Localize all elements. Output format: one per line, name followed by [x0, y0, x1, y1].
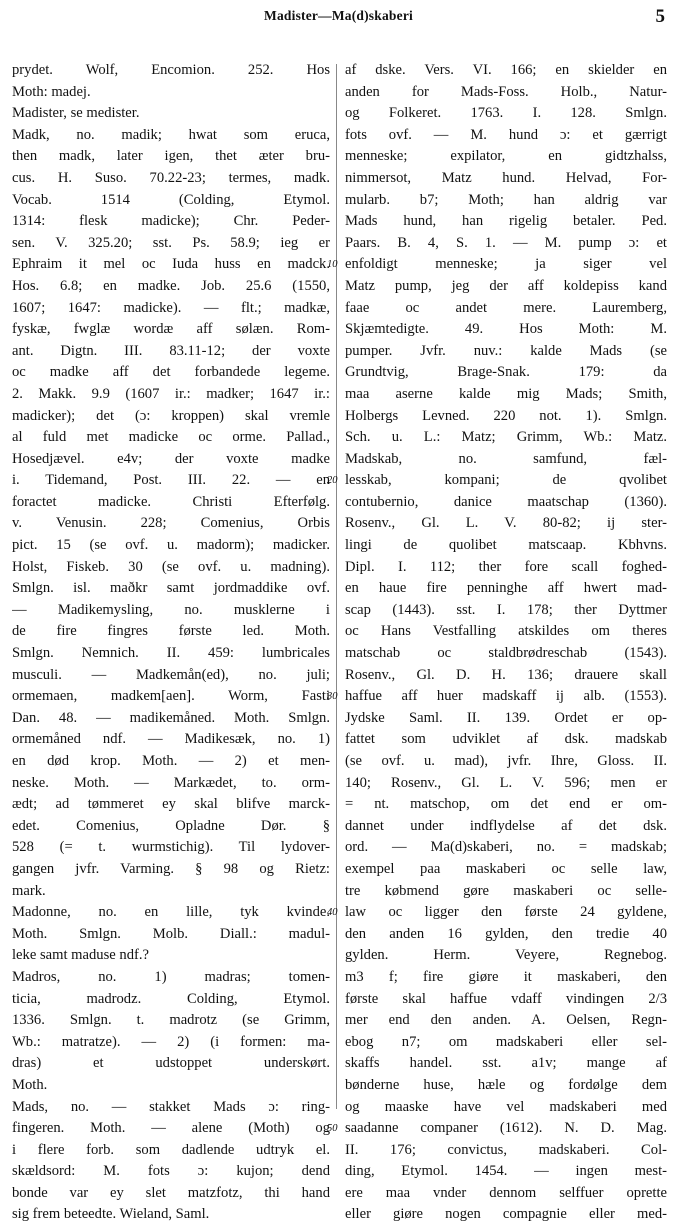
right-column-line: Skjæmtedigte. 49. Hos Moth: M.	[345, 321, 667, 338]
left-column-line: ormemåned ndf. — Madikesæk, no. 1)	[12, 731, 330, 748]
left-column-line: Wb.: matratze). — 2) (i formen: ma-	[12, 1033, 330, 1050]
right-column-line: Jydske Saml. II. 139. Ordet er op-	[345, 709, 667, 726]
right-column-line: scap (1443). sst. I. 178; ther Dyttmer	[345, 601, 667, 618]
right-column-line: saadanne companer (1612). N. D. Mag.	[345, 1120, 667, 1137]
right-column-line: maa aserne kalde mig Mads; Smith,	[345, 385, 667, 402]
right-column-line: en haue fire penninghe aff hwert mad-	[345, 580, 667, 597]
left-column-line: Madister, se medister.	[12, 105, 140, 122]
line-number: 20	[327, 475, 338, 487]
left-column-line: madicker); det (ɔ: kroppen) skal vremle	[12, 407, 330, 424]
right-column-line: bønderne huse, hæle og fordølge dem	[345, 1076, 667, 1093]
right-column-line: haffue aff huer madskaff ij alb. (1553).	[345, 688, 667, 705]
left-column-line: v. Venusin. 228; Comenius, Orbis	[12, 515, 330, 532]
left-column-line: Hos. 6.8; en madke. Job. 25.6 (1550,	[12, 277, 330, 294]
right-column-line: ere maa vnder dennom selffuer oprette	[345, 1184, 667, 1201]
right-column-line: Holbergs Levned. 220 not. 1). Smlgn.	[345, 407, 667, 424]
left-column-line: ormemaen, madkem[aen]. Worm, Fasti	[12, 688, 330, 705]
left-column-line: fingeren. Moth. — alene (Moth) og	[12, 1120, 330, 1137]
left-column-line: then madk, later igen, thet æter bru-	[12, 148, 330, 165]
left-column-line: 1314: flesk madicke); Chr. Peder-	[12, 213, 330, 230]
right-column-line: Rosenv., Gl. L. V. 80-82; ij ster-	[345, 515, 667, 532]
right-column-line: oc Hans Vestfalling atskildes om theres	[345, 623, 667, 640]
right-column-line: anden for Mads-Foss. Holb., Natur-	[345, 83, 667, 100]
left-column-line: Smlgn. isl. maðkr samt jordmaddike ovf.	[12, 580, 330, 597]
right-column-line: tre købmend gøre maskaberi oc selle-	[345, 882, 667, 899]
right-column-line: fots ovf. — M. hund ɔ: et gærrigt	[345, 126, 667, 143]
left-column-line: Moth.	[12, 1076, 48, 1093]
left-column-line: 528 (= t. wurmstichig). Til lydover-	[12, 839, 330, 856]
left-column-line: dras) et udstoppet underskørt.	[12, 1055, 330, 1072]
left-column-line: de fire fingres første led. Moth.	[12, 623, 330, 640]
left-column	[12, 60, 330, 1226]
right-column-line: dannet under indflydelse af det dsk.	[345, 817, 667, 834]
right-column-line: (se ovf. u. mad), jvfr. Ihre, Gloss. II.	[345, 753, 667, 769]
right-column-line: enfoldigt menneske; ja siger vel	[345, 256, 667, 273]
left-column-line: sen. V. 325.20; sst. Ps. 58.9; ieg er	[12, 234, 330, 251]
right-column-line: mer end den anden. A. Oelsen, Regn-	[345, 1012, 667, 1029]
left-column-line: i flere forb. som dadlende udtryk el.	[12, 1141, 330, 1158]
right-column-line: Mads hund, han rigelig betaler. Ped.	[345, 213, 667, 230]
left-column-line: Moth: madej.	[12, 83, 91, 100]
right-column-line: matschab oc staldbrødreschab (1543).	[345, 645, 667, 662]
left-column-line: ticia, madrodz. Colding, Etymol.	[12, 990, 330, 1007]
left-column-line: musculi. — Madkemån(ed), no. juli;	[12, 666, 330, 683]
right-column-line: Madskab, no. samfund, fæl-	[345, 450, 667, 467]
left-column-line: ædt; ad tømmeret ey skal blifve marck-	[12, 796, 330, 813]
left-column-line: neske. Moth. — Markædet, to. orm-	[12, 774, 330, 791]
right-column-line: første skal haffue vdaff vindingen 2/3	[345, 990, 667, 1007]
left-column-line: oc madke aff det forbandede legeme.	[12, 364, 330, 381]
right-column-line: ord. — Ma(d)skaberi, no. = madskab;	[345, 839, 667, 856]
right-column-line: eller giøre nogen compagnie eller med-	[345, 1206, 667, 1223]
right-column-line: fattet som udviklet af dsk. madskab	[345, 731, 667, 748]
right-column-line: mularb. b7; Moth; han aldrig var	[345, 191, 667, 208]
page-header	[0, 8, 677, 32]
right-column-line: nimmersot, Matz hund. Helvad, For-	[345, 169, 667, 186]
left-column-line: — Madikemysling, no. musklerne i	[12, 601, 330, 618]
left-column-line: gangen jvfr. Varming. § 98 og Rietz:	[12, 860, 330, 877]
left-column-line: prydet. Wolf, Encomion. 252. Hos	[12, 62, 330, 78]
right-column-line: pumper. Jvfr. nuv.: kalde Mads (se	[345, 342, 667, 359]
right-column-line: af dske. Vers. VI. 166; en skielder en	[345, 62, 667, 78]
left-column-line: Mads, no. — stakket Mads ɔ: ring-	[12, 1098, 330, 1115]
line-number: 10	[327, 259, 338, 271]
left-column-line: pict. 15 (se ovf. u. madorm); madicker.	[12, 537, 330, 554]
left-column-line: Madonne, no. en lille, tyk kvinde.	[12, 904, 330, 921]
right-column-line: m3 f; fire giøre it maskaberi, den	[345, 968, 667, 985]
right-column-line: Dipl. I. 112; ther fore scall foghed-	[345, 558, 667, 575]
left-column-line: Hosedjævel. e4v; der voxte madke	[12, 450, 330, 467]
left-column-line: 2. Makk. 9.9 (1607 ir.: madker; 1647 ir.:	[12, 385, 330, 402]
left-column-line: 1336. Smlgn. t. madrotz (se Grimm,	[12, 1012, 330, 1029]
right-column-line: faae oc andet mere. Lauremberg,	[345, 299, 667, 316]
column-divider	[336, 64, 337, 1109]
right-column-line: law oc ligger den første 24 gyldene,	[345, 904, 667, 921]
right-column-line: = nt. matschop, om det end er om-	[345, 796, 667, 813]
left-column-line: Moth. Smlgn. Molb. Diall.: madul-	[12, 925, 330, 942]
right-column-line: den anden 16 gylden, den tredie 40	[345, 925, 667, 942]
line-number: 30	[327, 691, 338, 703]
right-column-line: Matz pump, jeg der aff koldepiss kand	[345, 277, 667, 294]
line-number: 50	[327, 1123, 338, 1135]
right-column-line: ebog n7; om madskaberi eller sel-	[345, 1033, 667, 1050]
right-column-line: og maaske have vel madskaberi med	[345, 1098, 667, 1115]
left-column-line: 1607; 1647: madicke). — flt.; madkæ,	[12, 299, 330, 316]
right-column-line: 140; Rosenv., Gl. L. V. 596; men er	[345, 774, 667, 791]
left-column-line: ant. Digtn. III. 83.11-12; der voxte	[12, 342, 330, 359]
left-column-line: leke samt maduse ndf.?	[12, 947, 149, 964]
page-number: 5	[655, 6, 665, 27]
left-column-line: Holst, Fiskeb. 30 (se ovf. u. madning).	[12, 558, 330, 575]
left-column-line: fyskæ, fwglæ wordæ aff sølæn. Rom-	[12, 321, 330, 338]
right-column-line: menneske; expilator, en gidtzhalss,	[345, 148, 667, 165]
right-column-line: ding, Etymol. 1454. — ingen mest-	[345, 1163, 667, 1180]
right-column-line: contubernio, danice maatschap (1360).	[345, 493, 667, 510]
right-column-line: II. 176; convictus, madskaberi. Col-	[345, 1141, 667, 1158]
line-number: 40	[327, 907, 338, 919]
left-column-line: sig frem beteedte. Wieland, Saml.	[12, 1206, 210, 1223]
left-column-line: mark.	[12, 882, 46, 899]
left-column-line: foractet madicke. Christi Efterfølg.	[12, 493, 330, 510]
left-column-line: bonde var ey slet matzfotz, thi hand	[12, 1184, 330, 1201]
right-column-line: Rosenv., Gl. D. H. 136; drauere skall	[345, 666, 667, 683]
right-column-line: Sch. u. L.: Matz; Grimm, Wb.: Matz.	[345, 429, 667, 446]
right-column-line: Paars. B. 4, S. 1. — M. pump ɔ: et	[345, 234, 667, 251]
right-column-line: og Folkeret. 1763. I. 128. Smlgn.	[345, 105, 667, 122]
right-column-line: Grundtvig, Brage-Snak. 179: da	[345, 364, 667, 381]
left-column-line: Vocab. 1514 (Colding, Etymol.	[12, 191, 330, 208]
left-column-line: Madk, no. madik; hwat som eruca,	[12, 126, 330, 143]
left-column-line: i. Tidemand, Post. III. 22. — en	[12, 472, 330, 489]
right-column-line: lesskab, kompani; de qvolibet	[345, 472, 667, 489]
left-column-line: al fuld met madicke oc orme. Pallad.,	[12, 429, 330, 446]
left-column-line: en død krop. Moth. — 2) et men-	[12, 753, 330, 769]
left-column-line: Dan. 48. — madikemåned. Moth. Smlgn.	[12, 709, 330, 726]
right-column-line: gylden. Herm. Veyere, Regnebog.	[345, 947, 667, 964]
left-column-line: Ephraim it mel oc Iuda huss en madck.	[12, 256, 330, 273]
right-column-line: exempel paa maskaberi oc selle law,	[345, 860, 667, 877]
running-title: Madister—Ma(d)skaberi	[264, 8, 413, 23]
left-column-line: Smlgn. Nemnich. II. 459: lumbricales	[12, 645, 330, 662]
right-column-line: skaffs handel. sst. a1v; mange af	[345, 1055, 667, 1072]
left-column-line: edet. Comenius, Opladne Dør. §	[12, 817, 330, 834]
left-column-line: cus. H. Suso. 70.22-23; termes, madk.	[12, 169, 330, 186]
right-column-line: lingi de quolibet matscaap. Kbhvns.	[345, 537, 667, 554]
left-column-line: Madros, no. 1) madras; tomen-	[12, 968, 330, 985]
left-column-line: skældsord: M. fots ɔ: kujon; dend	[12, 1163, 330, 1180]
right-column	[345, 60, 667, 1226]
